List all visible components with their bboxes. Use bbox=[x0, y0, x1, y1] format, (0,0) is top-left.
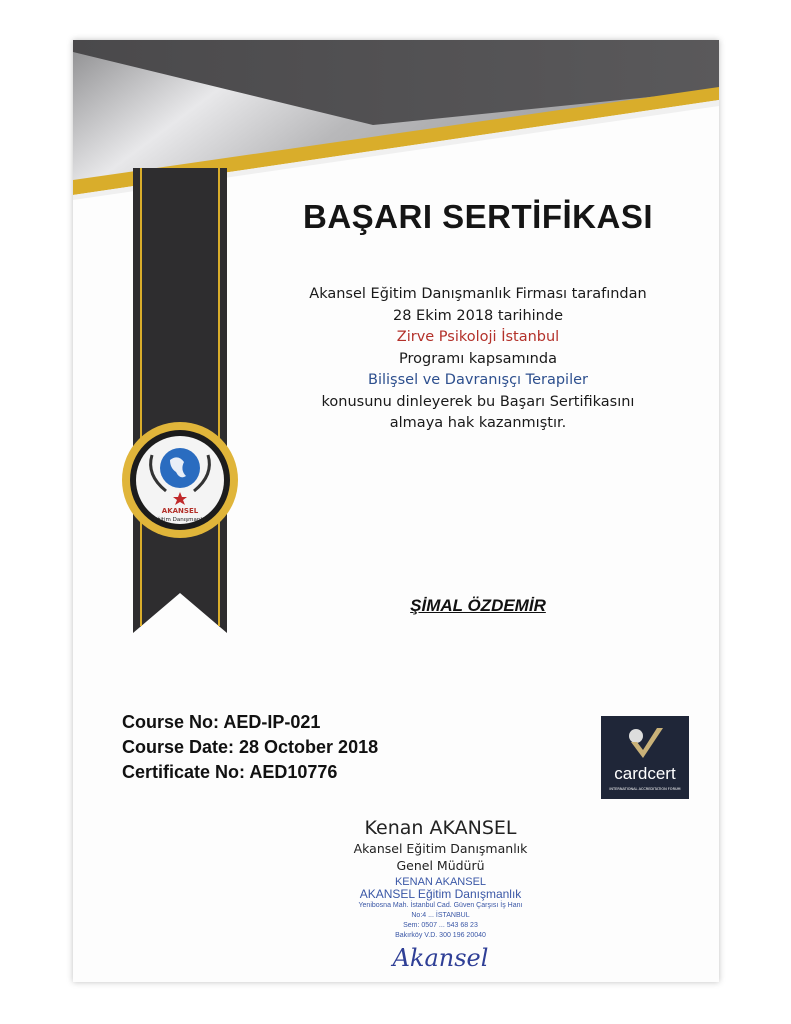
stamp-line: Sem: 0507 ... 543 68 23 bbox=[403, 922, 478, 929]
topic: Bilişsel ve Davranışçı Terapiler bbox=[368, 372, 588, 388]
seal-brand: AKANSEL bbox=[161, 507, 199, 515]
signatory-company: Akansel Eğitim Danışmanlık bbox=[353, 841, 528, 856]
body-line: Programı kapsamında bbox=[399, 350, 557, 367]
stamp-line: No:4 ... İSTANBUL bbox=[411, 912, 470, 919]
signature-block bbox=[303, 817, 578, 973]
cardcert-name: cardcert bbox=[614, 764, 676, 783]
stamp-line: Bakırköy V.D. 300 196 20040 bbox=[395, 932, 486, 939]
recipient-name: ŞİMAL ÖZDEMİR bbox=[410, 596, 546, 615]
course-date: Course Date: 28 October 2018 bbox=[122, 737, 379, 757]
stamp-line: Yenibosna Mah. İstanbul Cad. Güven Çarşısı İş Hanı bbox=[358, 902, 523, 909]
stamp-line: AKANSEL Eğitim Danışmanlık bbox=[359, 887, 522, 901]
stamp-line: KENAN AKANSEL bbox=[394, 876, 487, 888]
body-line: almaya hak kazanmıştır. bbox=[389, 415, 567, 431]
certificate-no: Certificate No: AED10776 bbox=[122, 762, 338, 782]
signatory-role: Genel Müdürü bbox=[396, 858, 485, 873]
course-info bbox=[122, 710, 378, 785]
akansel-seal-logo bbox=[120, 420, 240, 540]
ribbon bbox=[133, 168, 227, 633]
certificate bbox=[73, 40, 719, 982]
handwritten-signature: Akansel bbox=[392, 944, 489, 972]
body-line: Akansel Eğitim Danışmanlık Firması tarafından bbox=[309, 286, 647, 302]
certificate-body bbox=[273, 284, 683, 435]
check-globe-icon bbox=[601, 716, 689, 766]
seal-subtitle: Eğitim Danışmanlık bbox=[153, 517, 207, 523]
body-line: konusunu dinleyerek bu Başarı Sertifikasını bbox=[321, 393, 635, 410]
course-no: Course No: AED-IP-021 bbox=[122, 712, 321, 732]
program-name: Zirve Psikoloji İstanbul bbox=[396, 329, 560, 345]
company-stamp bbox=[303, 876, 578, 941]
signatory-name: Kenan AKANSEL bbox=[364, 817, 517, 839]
body-line: 28 Ekim 2018 tarihinde bbox=[393, 307, 563, 324]
cardcert-logo bbox=[601, 716, 689, 799]
certificate-title: BAŞARI SERTİFİKASI bbox=[302, 198, 654, 235]
cardcert-tagline: INTERNATIONAL ACCREDITATION FORUM bbox=[609, 787, 681, 791]
